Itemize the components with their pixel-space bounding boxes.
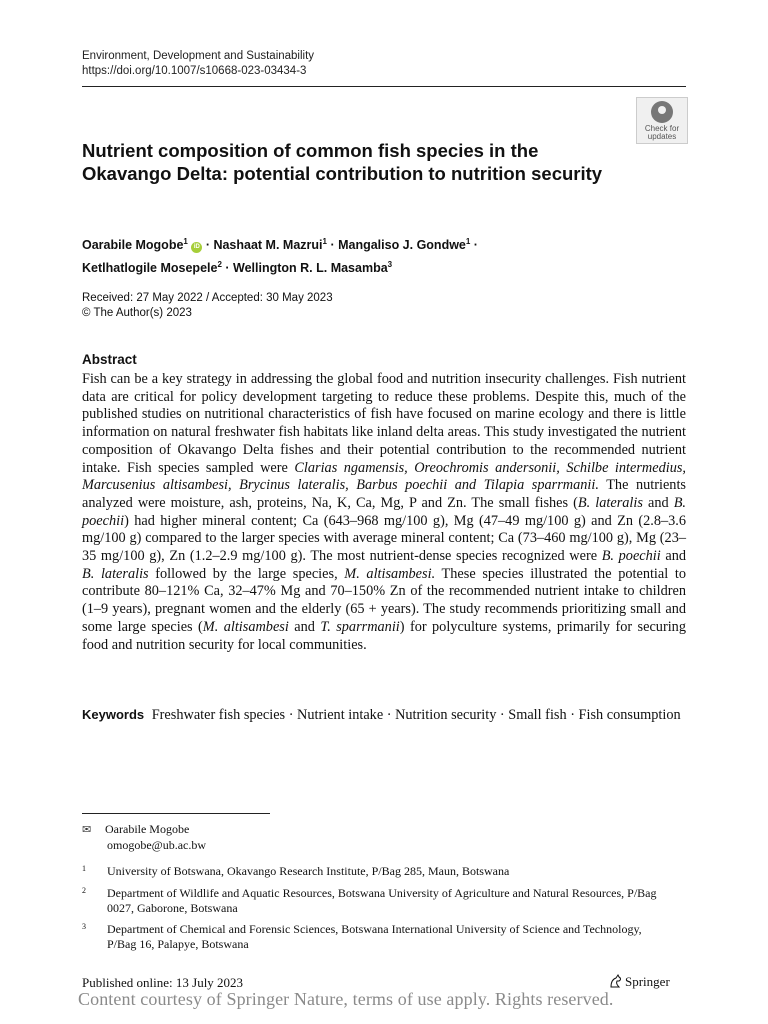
envelope-icon: ✉ bbox=[82, 824, 92, 836]
corresponding-email[interactable]: omogobe@ub.ac.bw bbox=[107, 838, 207, 852]
header-rule bbox=[82, 86, 686, 87]
copyright: © The Author(s) 2023 bbox=[82, 307, 192, 319]
author-list bbox=[82, 232, 622, 278]
affiliation-1: 1 University of Botswana, Okavango Research Institute, P/Bag 285, Maun, Botswana bbox=[82, 864, 510, 878]
springer-horse-icon bbox=[609, 974, 622, 988]
author-1[interactable]: Oarabile Mogobe$^1$ bbox=[82, 237, 188, 253]
affiliation-2: 2 Department of Wildlife and Aquatic Resources, Botswana University of Agriculture and Natural Resources, P/Bag 0027, Gaborone, Botswana bbox=[82, 886, 657, 915]
keywords-text: Freshwater fish species · Nutrient intake · Nutrition security · Small fish · Fish consumption bbox=[151, 707, 681, 723]
author-5[interactable]: Wellington R. L. Masamba$^3$ bbox=[233, 260, 393, 276]
orcid-icon[interactable]: iD bbox=[191, 242, 202, 253]
received-accepted: Received: 27 May 2022 / Accepted: 30 May 2023 bbox=[82, 292, 333, 304]
author-separator: · bbox=[221, 261, 234, 276]
author-separator: · bbox=[470, 238, 478, 253]
journal-name: Environment, Development and Sustainability bbox=[82, 50, 315, 62]
author-separator: · bbox=[202, 238, 214, 253]
corresponding-author: Oarabile Mogobe bbox=[105, 822, 190, 836]
check-for-updates-label: Check for updates bbox=[644, 124, 680, 141]
article-title: Nutrient composition of common fish species in the Okavango Delta: potential contribution to nutrition security bbox=[82, 140, 603, 184]
journal-header bbox=[82, 49, 314, 79]
springer-logo: Springer bbox=[609, 974, 670, 990]
correspondence bbox=[82, 822, 206, 853]
abstract-heading: Abstract bbox=[82, 352, 137, 367]
author-separator: · bbox=[326, 238, 339, 253]
keywords bbox=[82, 706, 686, 724]
article-dates bbox=[82, 291, 333, 321]
author-2[interactable]: Nashaat M. Mazrui$^1$ bbox=[213, 237, 327, 253]
footnote-rule bbox=[82, 813, 270, 814]
doi-link[interactable]: https://doi.org/10.1007/s10668-023-03434-3 bbox=[82, 65, 307, 77]
check-for-updates-icon bbox=[651, 101, 673, 123]
keywords-label: Keywords bbox=[82, 707, 145, 722]
check-for-updates-badge[interactable] bbox=[636, 97, 688, 144]
affiliation-3: 3 Department of Chemical and Forensic Sciences, Botswana International University of Science and Technology, P/Bag 16, Palapye, Botswana bbox=[82, 922, 642, 951]
courtesy-watermark: Content courtesy of Springer Nature, terms of use apply. Rights reserved. bbox=[78, 989, 614, 1009]
published-online: Published online: 13 July 2023 bbox=[82, 975, 244, 990]
author-3[interactable]: Mangaliso J. Gondwe$^1$ bbox=[338, 237, 471, 253]
author-4[interactable]: Ketlhatlogile Mosepele$^2$ bbox=[82, 260, 222, 276]
abstract-body: Fish can be a key strategy in addressing the global food and nutrition insecurity challenges. Fish nutrient data are critical for policy development targeting to reduce these problems. Despite this, much of the published studies on nutritional characteristics of fish have focused on marine ecology and there is little information on natural freshwater fish habitats like inland delta areas. This study investigated the nutrient composition of Okavango Delta fishes and their potential contribution to the recommended nutrient intake. Fish species sampled were Clarias ngamensis, Oreochromis andersonii, Schilbe intermedius, Marcusenius altisambesi, Brycinus lateralis, Barbus poechii and Tilapia sparrmanii. The nutrients analyzed were moisture, ash, proteins, Na, K, Ca, Mg, P and Zn. The small fishes (B. lateralis and B. poechii) had higher mineral content; Ca (643–968 mg/100 g), Mg (47–49 mg/100 g) and Zn (2.8–3.6 mg/100 g) compared to the larger species with average mineral content; Ca (73–460 mg/100 g), Mg (23–35 mg/100 g), Zn (1.2–2.9 mg/100 g). The most nutrient-dense species recognized were B. poechii and B. lateralis followed by the large species, M. altisambesi. These species illustrated the potential to contribute 80–121% Ca, 32–47% Mg and 70–150% Zn of the recommended nutrient intake to children (1–9 years), pregnant women and the elderly (65 + years). The study recommends prioritizing small and some large species (M. altisambesi and T. sparrmanii) for polyculture systems, primarily for securing food and nutrition security for local communities. bbox=[82, 371, 687, 653]
